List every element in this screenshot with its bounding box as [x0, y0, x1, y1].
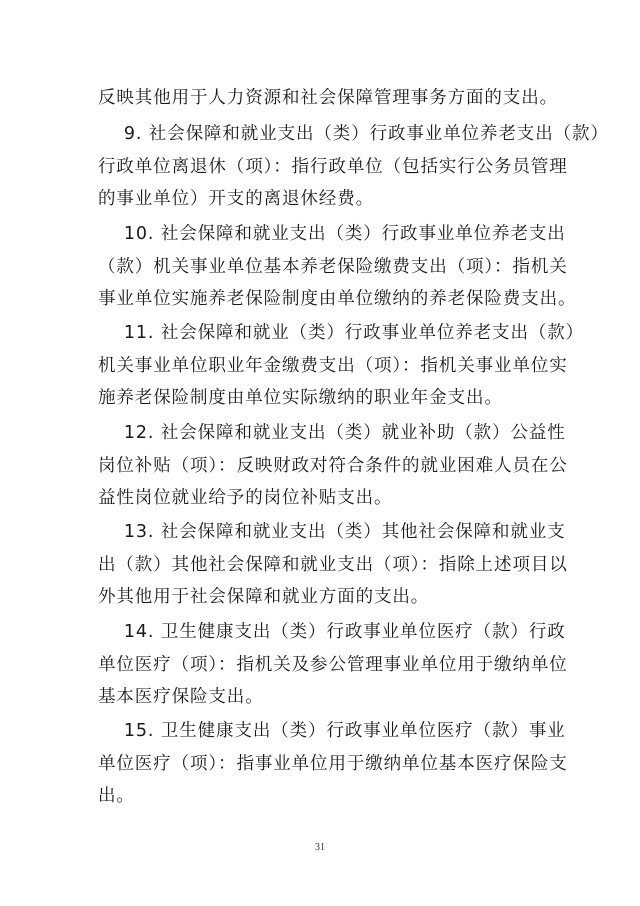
text-line: 单位医疗（项）：指机关及参公管理事业单位用于缴纳单位 — [98, 655, 568, 675]
text-line: 13. 社会保障和就业支出（类）其他社会保障和就业支 — [98, 522, 566, 542]
text-line: 单位医疗（项）：指事业单位用于缴纳单位基本医疗保险支 — [98, 754, 568, 774]
text-line: 益性岗位就业给予的岗位补贴支出。 — [98, 488, 393, 508]
text-line: 机关事业单位职业年金缴费支出（项）：指机关事业单位实 — [98, 356, 568, 376]
text-line: 12. 社会保障和就业支出（类）就业补助（款）公益性 — [98, 423, 566, 443]
text-line: （款）机关事业单位基本养老保险缴费支出（项）：指机关 — [98, 257, 568, 277]
text-line: 出（款）其他社会保障和就业支出（项）：指除上述项目以 — [98, 555, 568, 575]
text-line: 施养老保险制度由单位实际缴纳的职业年金支出。 — [98, 388, 503, 408]
text-line: 事业单位实施养老保险制度由单位缴纳的养老保险费支出。 — [98, 289, 577, 309]
text-line: 9. 社会保障和就业支出（类）行政事业单位养老支出（款） — [98, 124, 609, 144]
text-line: 外其他用于社会保障和就业方面的支出。 — [98, 587, 430, 607]
text-line: 14. 卫生健康支出（类）行政事业单位医疗（款）行政 — [98, 622, 566, 642]
text-line: 行政单位离退休（项）：指行政单位（包括实行公务员管理 — [98, 157, 568, 177]
page-number: 31 — [315, 842, 325, 853]
text-line: 岗位补贴（项）：反映财政对符合条件的就业困难人员在公 — [98, 456, 568, 476]
text-line: 10. 社会保障和就业支出（类）行政事业单位养老支出 — [98, 224, 566, 244]
text-line: 反映其他用于人力资源和社会保障管理事务方面的支出。 — [98, 88, 558, 108]
text-line: 11. 社会保障和就业（类）行政事业单位养老支出（款） — [98, 323, 585, 343]
text-line: 基本医疗保险支出。 — [98, 687, 264, 707]
text-line: 的事业单位）开支的离退休经费。 — [98, 189, 374, 209]
text-line: 15. 卫生健康支出（类）行政事业单位医疗（款）事业 — [98, 721, 566, 741]
text-line: 出。 — [98, 786, 135, 806]
